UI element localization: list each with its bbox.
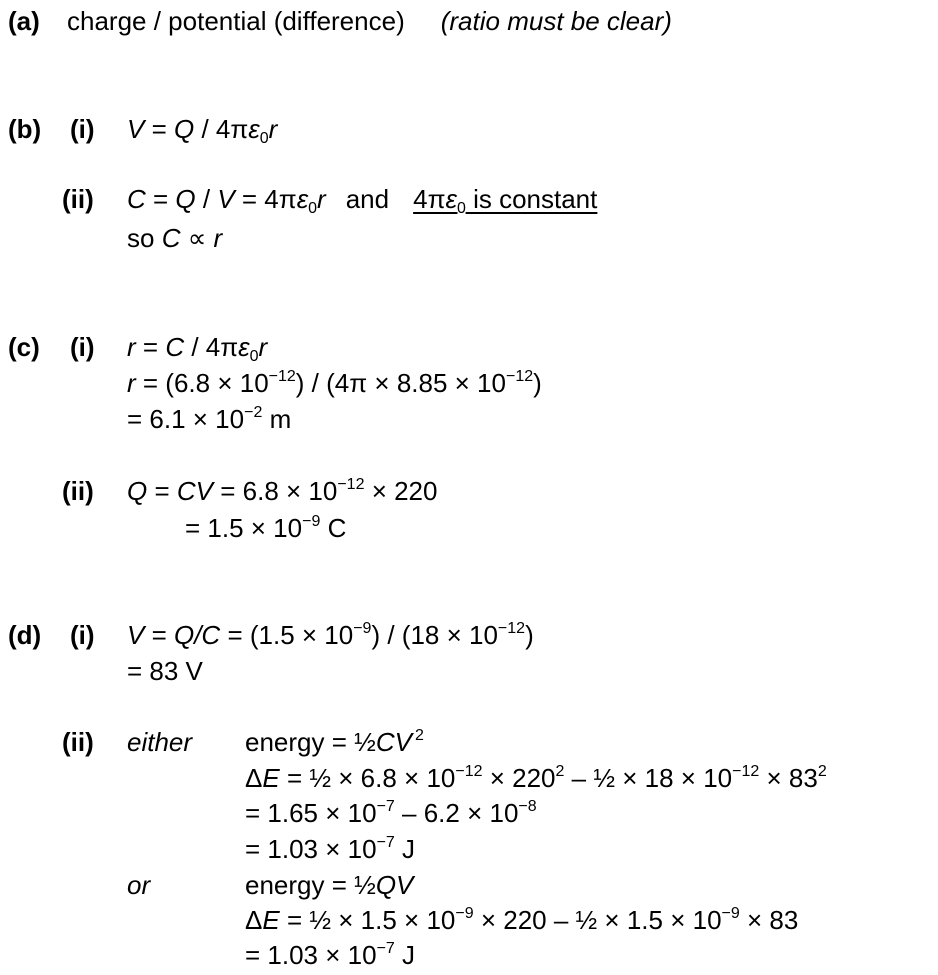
- label-d-ii: (ii): [62, 727, 94, 757]
- delta-e-either: ΔE = ½ × $6.8 \times 10^{-12} \times 220^2$ – ½ × $18 \times 10^{-12} \times 83^2$: [245, 763, 827, 793]
- c-i-line3: = $6.1 \times 10^{-2}$ m: [127, 404, 292, 434]
- d-i-line1: $V = Q/C = (1.5 \times 10^{-9}) / (18 \times 10^{-12})$: [127, 620, 534, 650]
- d-i-line2: = 83 V: [127, 656, 203, 686]
- delta-e-or: ΔE = ½ × $1.5 \times 10^{-9} \times 220$ – ½ × $1.5 \times 10^{-9} \times 83$: [245, 905, 799, 935]
- label-part-b: (b): [8, 114, 42, 144]
- b-ii-line2: so C ∝ r: [127, 223, 223, 253]
- part-a-note: (ratio must be clear): [440, 6, 672, 36]
- label-part-c: (c): [8, 332, 40, 362]
- c-i-line2: $r = (6.8 \times 10^{-12}) / (4\pi \times 8.85 \times 10^{-12})$: [127, 368, 542, 398]
- or-label: or: [127, 870, 151, 900]
- label-d-i: (i): [70, 620, 95, 650]
- label-part-a: (a): [8, 6, 40, 36]
- energy-half-cv2: energy = ½CV $^2$: [245, 727, 424, 757]
- energy-half-qv: energy = ½QV: [245, 870, 414, 900]
- either-result: = $1.03 \times 10^{-7}$ J: [245, 834, 416, 864]
- either-label: either: [127, 727, 193, 757]
- label-c-ii: (ii): [62, 476, 94, 506]
- constant-underlined: $4\pi\varepsilon_0$ is constant: [413, 184, 598, 217]
- b-i-equation: $V = Q / 4\pi\varepsilon_0r$: [127, 114, 278, 147]
- part-a-answer: charge / potential (difference) (ratio must be clear): [67, 6, 672, 36]
- or-result: = $1.03 \times 10^{-7}$ J: [245, 940, 416, 970]
- c-ii-line2: = $1.5 \times 10^{-9}$ C: [185, 513, 347, 543]
- c-ii-line1: Q = CV = $6.8 \times 10^{-12} \times 220$: [127, 476, 438, 506]
- either-line3: = $1.65 \times 10^{-7} - 6.2 \times 10^{-8}$: [245, 798, 537, 828]
- b-ii-line1: $C = Q / V = 4\pi\varepsilon_0r$ and $4\pi\varepsilon_0$ is constant: [127, 184, 598, 217]
- label-b-ii: (ii): [62, 184, 94, 214]
- label-c-i: (i): [70, 332, 95, 362]
- label-b-i: (i): [70, 114, 95, 144]
- c-i-line1: $r = C / 4\pi\varepsilon_0r$: [127, 332, 268, 365]
- label-part-d: (d): [8, 620, 42, 650]
